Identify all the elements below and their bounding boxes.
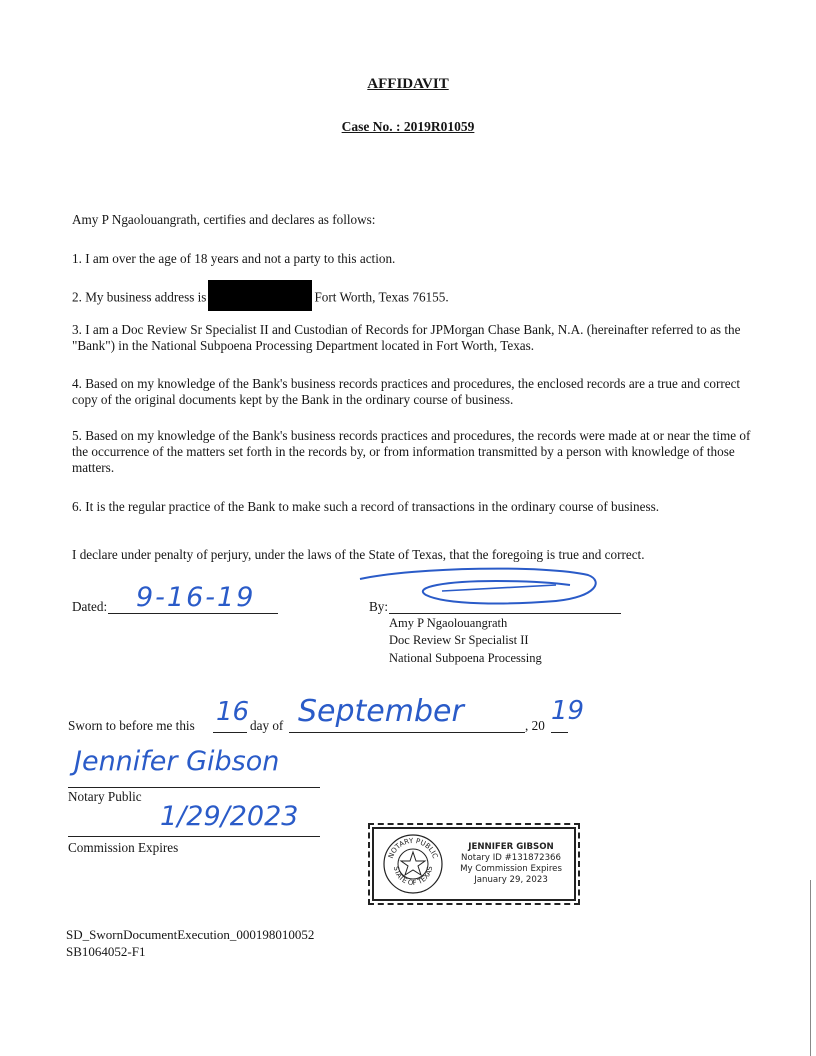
notary-line — [68, 787, 320, 788]
intro-statement: Amy P Ngaolouangrath, certifies and declares as follows: — [72, 212, 376, 227]
signer-title: Doc Review Sr Specialist II — [389, 633, 529, 647]
notary-label: Notary Public — [68, 789, 142, 804]
paragraph-2-city: Fort Worth, Texas 76155. — [314, 289, 449, 305]
paragraph-4: 4. Based on my knowledge of the Bank's business records practices and procedures, the enclosed records are a true and correct copy of the original documents kept by the Bank in the ordinary course of business. — [72, 376, 741, 407]
by-label: By: — [369, 599, 389, 614]
dated-handwritten: 9-16-19 — [136, 582, 256, 613]
declaration-statement: I declare under penalty of perjury, under the laws of the State of Texas, that the foregoing is true and correct. — [72, 547, 645, 562]
stamp-commission-label: My Commission Expires — [460, 864, 562, 874]
stamp-details — [452, 842, 570, 886]
sworn-day-of: day of — [250, 718, 284, 733]
paragraph-5: 5. Based on my knowledge of the Bank's business records practices and procedures, the records were made at or near the time of the occurrence of the matters set forth in the records by, or from information transmitted by a person with knowledge of those matters. — [72, 428, 751, 475]
dated-line — [108, 613, 278, 614]
signer-name: Amy P Ngaolouangrath — [389, 616, 508, 630]
sworn-day: 16 — [216, 697, 250, 727]
paragraph-2 — [72, 283, 752, 314]
sworn-month: September — [298, 694, 464, 729]
paragraph-6: 6. It is the regular practice of the Bank to make such a record of transactions in the ordinary course of business. — [72, 499, 660, 514]
sworn-prefix: Sworn to before me this — [68, 718, 195, 733]
case-number: Case No. : 2019R01059 — [341, 119, 475, 134]
signer-department: National Subpoena Processing — [389, 651, 542, 665]
paragraph-1: 1. I am over the age of 18 years and not a party to this action. — [72, 251, 396, 266]
dated-label: Dated: — [72, 599, 108, 614]
commission-line — [68, 836, 320, 837]
redaction-box — [208, 280, 312, 311]
scan-edge-divider — [810, 880, 811, 1056]
sworn-year-line — [551, 732, 568, 733]
signature-scribble — [356, 563, 606, 611]
by-line — [389, 613, 621, 614]
footer-doc-id: SD_SwornDocumentExecution_000198010052 — [66, 927, 315, 942]
paragraph-3: 3. I am a Doc Review Sr Specialist II and Custodian of Records for JPMorgan Chase Bank, N.A. (hereinafter referred to as the "Bank") in the National Subpoena Processing Department located in Fort Worth, Texas. — [72, 322, 741, 353]
stamp-notary-id: Notary ID #131872366 — [461, 853, 561, 863]
notary-signature: Jennifer Gibson — [74, 746, 280, 777]
notary-stamp — [372, 827, 576, 901]
sworn-month-line — [289, 732, 525, 733]
document-title: AFFIDAVIT — [367, 76, 449, 92]
sworn-day-line — [213, 732, 247, 733]
sworn-year: 19 — [551, 696, 585, 726]
paragraph-2-text: 2. My business address is — [72, 289, 207, 305]
stamp-name: JENNIFER GIBSON — [468, 842, 554, 852]
stamp-expiry: January 29, 2023 — [474, 875, 548, 885]
commission-label: Commission Expires — [68, 840, 179, 855]
seal-text-top: NOTARY PUBLIC — [386, 836, 440, 860]
commission-date-handwritten: 1/29/2023 — [160, 801, 299, 832]
footer-ref: SB1064052-F1 — [66, 944, 146, 959]
seal-text-bottom: STATE OF TEXAS — [391, 865, 435, 888]
sworn-year-prefix: , 20 — [525, 718, 545, 733]
notary-seal-icon — [382, 833, 444, 895]
